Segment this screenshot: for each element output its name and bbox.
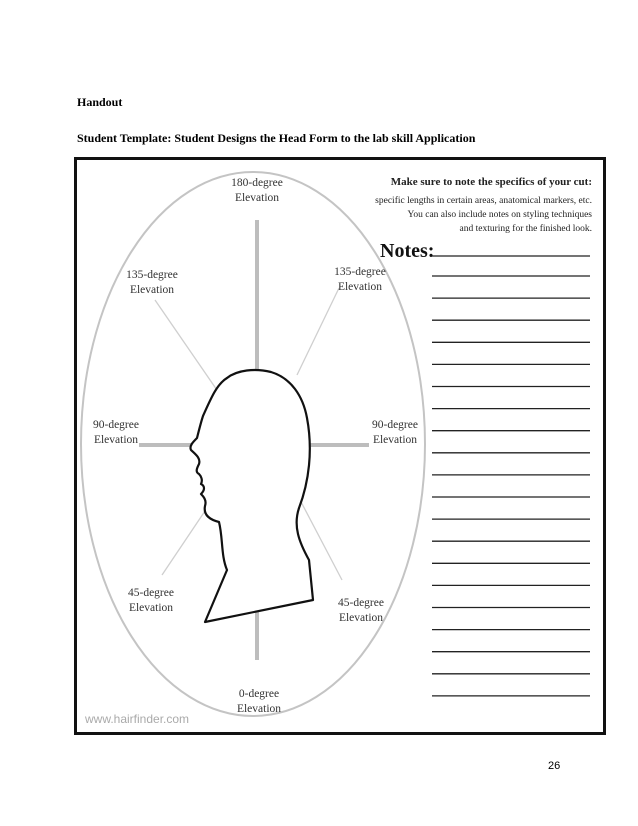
instruction-line-1: Make sure to note the specifics of your cut: — [390, 176, 592, 188]
elevation-label-90-left-line1: 90-degree — [93, 419, 139, 431]
watermark-text: www.hairfinder.com — [85, 712, 190, 726]
elevation-label-180-line2: Elevation — [234, 192, 280, 204]
elevation-label-0-line2: Elevation — [236, 703, 282, 715]
elevation-label-135-right-line2: Elevation — [337, 281, 383, 293]
elevation-label-45-right-line1: 45-degree — [338, 597, 384, 609]
spoke-135-left — [155, 300, 219, 393]
head-profile-outline — [190, 370, 313, 622]
head-form-diagram — [77, 160, 603, 732]
spoke-135-right — [297, 288, 339, 375]
elevation-label-0-line1: 0-degree — [238, 688, 280, 700]
notes-lines — [432, 256, 590, 696]
elevation-label-180-line1: 180-degree — [231, 177, 283, 189]
instruction-line-4: and texturing for the finished look. — [459, 224, 592, 234]
instruction-line-2: specific lengths in certain areas, anatomical markers, etc. — [375, 196, 592, 206]
elevation-label-45-right-line2: Elevation — [338, 612, 384, 624]
elevation-label-90-right-line2: Elevation — [372, 434, 418, 446]
elevation-label-135-right-line1: 135-degree — [334, 266, 386, 278]
elevation-label-90-right-line1: 90-degree — [372, 419, 418, 431]
handout-heading: Handout — [77, 95, 123, 109]
spoke-45-left — [162, 508, 207, 575]
subtitle: Student Template: Student Designs the Head Form to the lab skill Application — [77, 131, 476, 145]
elevation-label-135-left-line1: 135-degree — [126, 269, 178, 281]
notes-heading: Notes: — [380, 240, 435, 262]
elevation-label-135-left-line2: Elevation — [129, 284, 175, 296]
instruction-line-3: You can also include notes on styling techniques — [407, 210, 592, 220]
elevation-label-45-left-line2: Elevation — [128, 602, 174, 614]
page-number: 26 — [548, 760, 561, 772]
head-form-figure — [74, 157, 606, 735]
elevation-label-90-left-line2: Elevation — [93, 434, 139, 446]
elevation-label-45-left-line1: 45-degree — [128, 587, 174, 599]
